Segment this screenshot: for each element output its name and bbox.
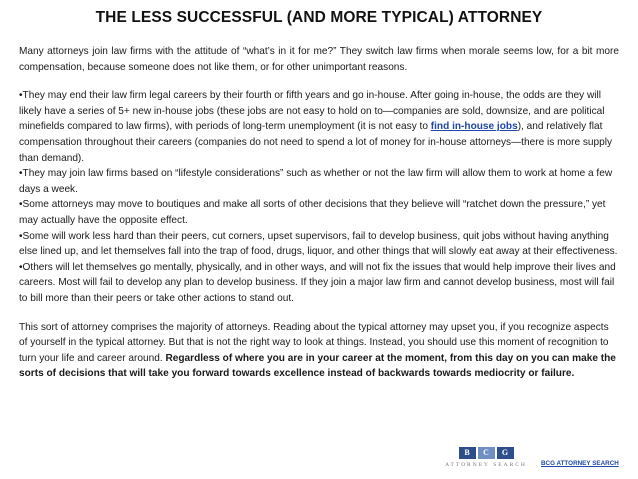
page-title: THE LESS SUCCESSFUL (AND MORE TYPICAL) ATTORNEY xyxy=(95,9,543,26)
bcg-logo xyxy=(441,447,531,473)
closing-paragraph xyxy=(19,320,619,382)
bullet-let-go: •Others will let themselves go mentally, physically, and in other ways, and will not fix the issues that would help improve their lives and careers. Most will fail to develop any plan to develop business. If they join a major law firm and cannot develop business, most will fail to bill more than their peers or take other actions to stand out. xyxy=(19,261,616,304)
closing-text: This sort of attorney comprises the majority of attorneys. Reading about the typical attorney may upset you, if you recognize aspects of yourself in the typical attorney. But that is not the right way to look at things. Instead, you should use this moment of recognition to turn your life and career around. xyxy=(19,321,609,364)
bcg-attorney-search-link[interactable]: BCG ATTORNEY SEARCH xyxy=(541,460,619,467)
bullet-lifestyle: •They may join law firms based on “lifestyle considerations” such as whether or not the law firm will allow them to work at home a few days a week. xyxy=(19,168,613,195)
find-in-house-jobs-link[interactable]: find in-house jobs xyxy=(430,121,518,133)
logo-tagline: ATTORNEY SEARCH xyxy=(445,462,527,468)
closing-bold-text: Regardless of where you are in your career at the moment, from this day on you can make the sorts of decisions that will take you forward towards excellence instead of backwards towards mediocrity or failure. xyxy=(19,352,616,380)
bullet-in-house xyxy=(19,88,619,166)
bullet-in-house-text-after: ), and relatively flat compensation throughout their careers (companies do not need to spend a lot of money for in-house attorneys—there is more supply than demand). xyxy=(19,121,613,164)
logo-letter-boxes xyxy=(441,447,531,459)
bullet-in-house-text-before: •They may end their law firm legal careers by their fourth or fifth years and go in-house. After going in-house, the odds are they will likely have a series of 5+ new in-house jobs (these jobs are not easy to hold on to—companies are sold, downsize, and are political minefields compared to law firms), with periods of long-term unemployment (it is not easy to xyxy=(19,90,605,133)
spacer xyxy=(19,75,619,88)
bullet-work-less: •Some will work less hard than their peers, cut corners, upset supervisors, fail to develop business, quit jobs without having anything else lined up, and let themselves fall into the trap of food, drugs, liquor, and other things that will slowly eat away at their effectiveness. xyxy=(19,230,618,258)
intro-paragraph: Many attorneys join law firms with the attitude of “what’s in it for me?” They switch law firms when morale seems low, for a bit more compensation, because someone does not like them, or for other unimportant reasons. xyxy=(19,46,619,73)
spacer xyxy=(19,307,619,320)
logo-letter-b: B xyxy=(459,447,476,459)
bullet-boutiques: •Some attorneys may move to boutiques and make all sorts of other decisions that they believe will “ratchet down the pressure,” yet may actually have the opposite effect. xyxy=(19,199,606,226)
article-body xyxy=(19,44,619,382)
logo-letter-c: C xyxy=(478,447,495,459)
logo-letter-g: G xyxy=(497,447,514,459)
